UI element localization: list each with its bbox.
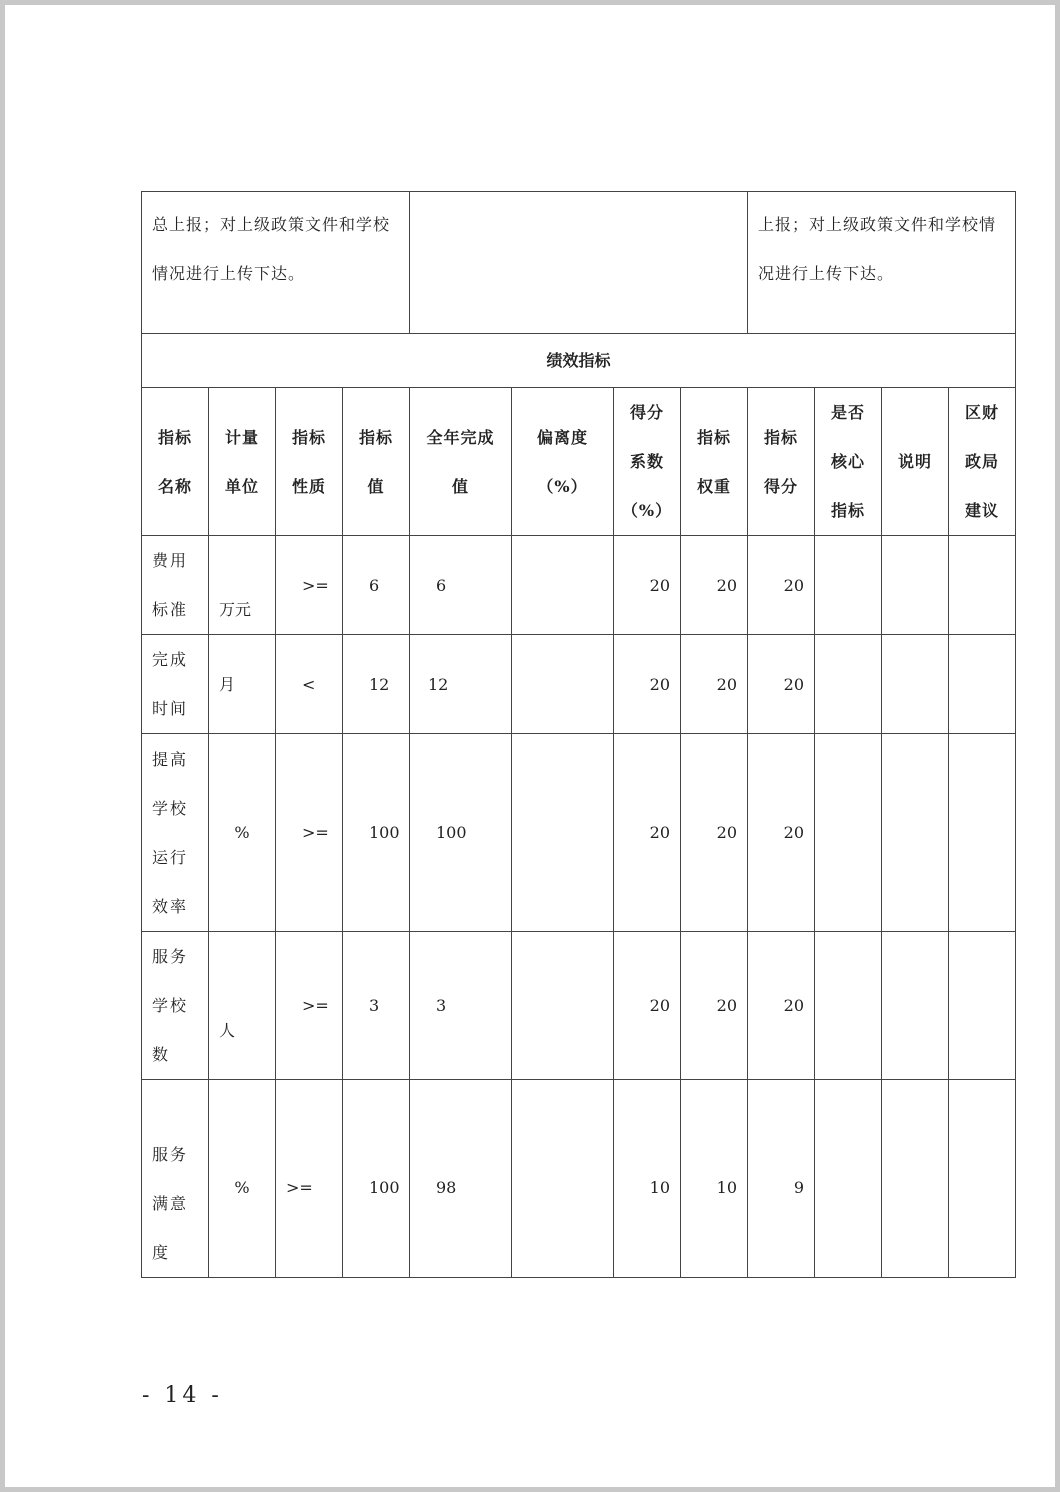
top-right-line-1: 上报；对上级政策文件和学校情 <box>758 215 997 234</box>
row-remarks-cell <box>882 1080 949 1278</box>
row-actual-cell: 3 <box>410 932 512 1080</box>
top-left-line-2: 情况进行上传下达。 <box>152 264 306 283</box>
section-title: 绩效指标 <box>142 334 1016 388</box>
row-unit-cell: % <box>209 734 276 932</box>
table-row <box>142 536 1016 635</box>
row-remarks-cell <box>882 536 949 635</box>
row-unit-cell: 月 <box>209 635 276 734</box>
row-weight-cell: 20 <box>681 536 748 635</box>
row-value-cell: 100 <box>343 1080 410 1278</box>
row-remarks-cell <box>882 734 949 932</box>
row-deviation-cell <box>512 734 614 932</box>
row-nature-cell: >= <box>276 536 343 635</box>
page-number: - 14 - <box>142 1383 223 1408</box>
row-value-cell: 100 <box>343 734 410 932</box>
row-deviation-cell <box>512 635 614 734</box>
row-advice-cell <box>949 734 1016 932</box>
header-indicator-score: 指标 得分 <box>748 388 815 536</box>
row-value-cell: 12 <box>343 635 410 734</box>
header-remarks: 说明 <box>882 388 949 536</box>
row-name-cell: 完成 时间 <box>142 635 209 734</box>
row-nature-cell: < <box>276 635 343 734</box>
row-deviation-cell <box>512 536 614 635</box>
header-annual-actual: 全年完成 值 <box>410 388 512 536</box>
row-core-cell <box>815 734 882 932</box>
row-deviation-cell <box>512 932 614 1080</box>
row-score-cell: 20 <box>748 635 815 734</box>
row-weight-cell: 20 <box>681 734 748 932</box>
top-description-row <box>142 192 1016 334</box>
header-row <box>142 388 1016 536</box>
row-value-cell: 3 <box>343 932 410 1080</box>
section-title-row <box>142 334 1016 388</box>
top-right-line-2: 况进行上传下达。 <box>758 264 895 283</box>
row-advice-cell <box>949 635 1016 734</box>
row-coef-cell: 10 <box>614 1080 681 1278</box>
header-unit: 计量 单位 <box>209 388 276 536</box>
row-actual-cell: 98 <box>410 1080 512 1278</box>
row-unit-cell: 万元 <box>209 536 276 635</box>
row-nature-cell: >= <box>276 734 343 932</box>
header-core-indicator: 是否 核心 指标 <box>815 388 882 536</box>
header-score-coefficient: 得分 系数 （%） <box>614 388 681 536</box>
top-middle-cell <box>410 192 748 334</box>
row-coef-cell: 20 <box>614 932 681 1080</box>
header-nature: 指标 性质 <box>276 388 343 536</box>
top-right-cell <box>748 192 1016 334</box>
row-score-cell: 9 <box>748 1080 815 1278</box>
row-name-cell: 服务 满意 度 <box>142 1080 209 1278</box>
header-deviation: 偏离度 （%） <box>512 388 614 536</box>
row-coef-cell: 20 <box>614 734 681 932</box>
row-nature-cell: >= <box>276 1080 343 1278</box>
table-row <box>142 932 1016 1080</box>
row-weight-cell: 10 <box>681 1080 748 1278</box>
row-remarks-cell <box>882 932 949 1080</box>
document-page <box>5 5 1055 1487</box>
header-target-value: 指标 值 <box>343 388 410 536</box>
row-score-cell: 20 <box>748 932 815 1080</box>
row-coef-cell: 20 <box>614 536 681 635</box>
row-advice-cell <box>949 932 1016 1080</box>
row-value-cell: 6 <box>343 536 410 635</box>
top-left-cell <box>142 192 410 334</box>
row-name-cell: 服务 学校 数 <box>142 932 209 1080</box>
row-score-cell: 20 <box>748 734 815 932</box>
row-advice-cell <box>949 536 1016 635</box>
row-unit-cell: % <box>209 1080 276 1278</box>
table-row <box>142 1080 1016 1278</box>
row-unit-cell: 人 <box>209 932 276 1080</box>
row-advice-cell <box>949 1080 1016 1278</box>
top-left-line-1: 总上报；对上级政策文件和学校 <box>152 215 391 234</box>
row-actual-cell: 100 <box>410 734 512 932</box>
row-core-cell <box>815 536 882 635</box>
row-core-cell <box>815 932 882 1080</box>
row-remarks-cell <box>882 635 949 734</box>
row-name-cell: 提高 学校 运行 效率 <box>142 734 209 932</box>
row-weight-cell: 20 <box>681 635 748 734</box>
row-weight-cell: 20 <box>681 932 748 1080</box>
row-core-cell <box>815 635 882 734</box>
row-deviation-cell <box>512 1080 614 1278</box>
header-indicator-name: 指标 名称 <box>142 388 209 536</box>
header-finance-bureau-advice: 区财 政局 建议 <box>949 388 1016 536</box>
row-coef-cell: 20 <box>614 635 681 734</box>
table-row <box>142 635 1016 734</box>
performance-table <box>141 191 1016 1278</box>
row-actual-cell: 12 <box>410 635 512 734</box>
row-actual-cell: 6 <box>410 536 512 635</box>
row-core-cell <box>815 1080 882 1278</box>
row-name-cell: 费用 标准 <box>142 536 209 635</box>
row-nature-cell: >= <box>276 932 343 1080</box>
row-score-cell: 20 <box>748 536 815 635</box>
header-weight: 指标 权重 <box>681 388 748 536</box>
table-row <box>142 734 1016 932</box>
